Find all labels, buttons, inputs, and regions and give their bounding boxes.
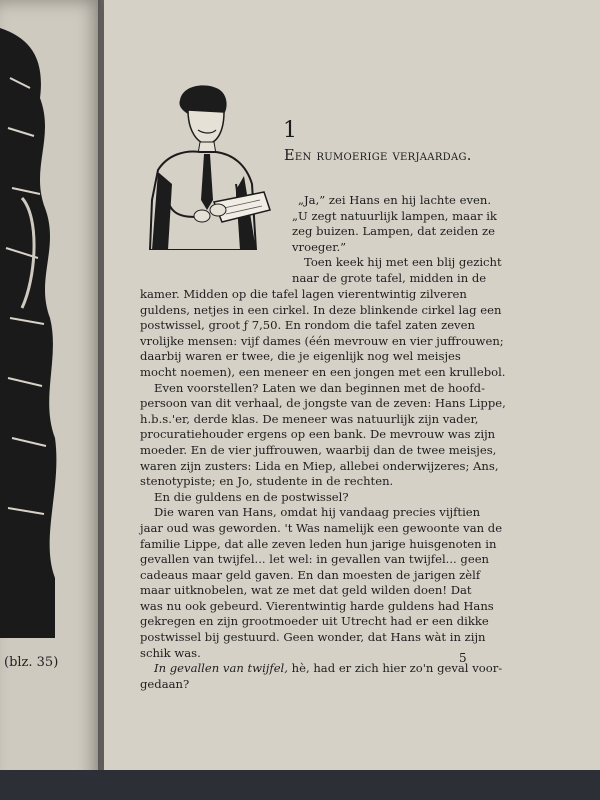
table-surface: [0, 770, 600, 800]
text-line: familie Lippe, dat alle zeven leden hun jarige huisgenoten in: [140, 536, 497, 551]
text-line: maar uitknobelen, wat ze met dat geld wilden doen! Dat: [140, 583, 472, 598]
text-line: cadeaus maar geld gaven. En dan moesten de jarigen zèlf: [140, 567, 481, 582]
text-line: jaar oud was geworden. 't Was namelijk een gewoonte van de: [140, 520, 503, 535]
text-line: kamer. Midden op die tafel lagen vierentwintig zilveren: [140, 287, 467, 301]
text-line: gedaan?: [140, 676, 190, 691]
text-line: guldens, netjes in een cirkel. In deze blinkende cirkel lag een: [140, 302, 502, 317]
text-line: moeder. En de vier juffrouwen, waarbij dan de twee meisjes,: [140, 442, 497, 457]
text-line: stenotypiste; en Jo, studente in de rechten.: [140, 474, 394, 489]
text-line: vrolijke mensen: vijf dames (één mevrouw en vier juffrouwen;: [140, 333, 504, 348]
text-line: naar de grote tafel, midden in de: [292, 270, 487, 285]
illustration-caption: (blz. 35): [4, 655, 59, 670]
body-text: [140, 287, 506, 692]
text-line: „Ja,” zei Hans en hij lachte even.: [298, 193, 492, 207]
text-line: postwissel, groot ƒ 7,50. En rondom die tafel zaten zeven: [140, 318, 475, 333]
boy-reading-letter-illustration: [128, 80, 278, 250]
intro-lines: [292, 193, 502, 287]
text-line: was nu ook gebeurd. Vierentwintig harde guldens had Hans: [140, 598, 494, 613]
text-line: daarbij waren er twee, die je eigenlijk nog wel meisjes: [140, 349, 461, 364]
text-line: gekregen en zijn grootmoeder uit Utrecht had er een dikke: [140, 614, 489, 629]
left-facing-page: [0, 0, 104, 800]
text-line: En die guldens en de postwissel?: [154, 489, 349, 504]
text-fragment: hè, had er zich hier zo'n geval voor-: [287, 661, 503, 676]
chapter-title: Een rumoerige verjaardag.: [284, 148, 472, 164]
text-line-last-paragraph: [140, 661, 506, 677]
text-line: postwissel bij gestuurd. Geen wonder, dat Hans wàt in zijn: [140, 630, 486, 645]
text-line: mocht noemen), een meneer en een jongen met een krullebol.: [140, 364, 506, 379]
italic-phrase: In gevallen van twijfel,: [154, 661, 288, 676]
text-line: procuratiehouder ergens op een bank. De mevrouw was zijn: [140, 427, 496, 442]
left-page-illustration: [0, 18, 70, 638]
page-number: 5: [459, 651, 467, 665]
text-line: persoon van dit verhaal, de jongste van de zeven: Hans Lippe,: [140, 396, 506, 411]
text-line: waren zijn zusters: Lida en Miep, allebei onderwijzeres; Ans,: [140, 458, 499, 473]
text-line: „U zegt natuurlijk lampen, maar ik: [292, 208, 497, 223]
text-line: Die waren van Hans, omdat hij vandaag precies vijftien: [154, 505, 481, 520]
text-line: gevallen van twijfel... let wel: in gevallen van twijfel... geen: [140, 552, 490, 567]
text-line: Toen keek hij met een blij gezicht: [304, 255, 502, 270]
text-line: schik was.: [140, 645, 201, 660]
text-line: h.b.s.'er, derde klas. De meneer was natuurlijk zijn vader,: [140, 411, 479, 426]
text-line: vroeger.”: [292, 239, 347, 254]
chapter-number: 1: [283, 118, 297, 143]
text-line: Even voorstellen? Laten we dan beginnen met de hoofd-: [154, 380, 486, 395]
text-line: zeg buizen. Lampen, dat zeiden ze: [292, 224, 495, 239]
